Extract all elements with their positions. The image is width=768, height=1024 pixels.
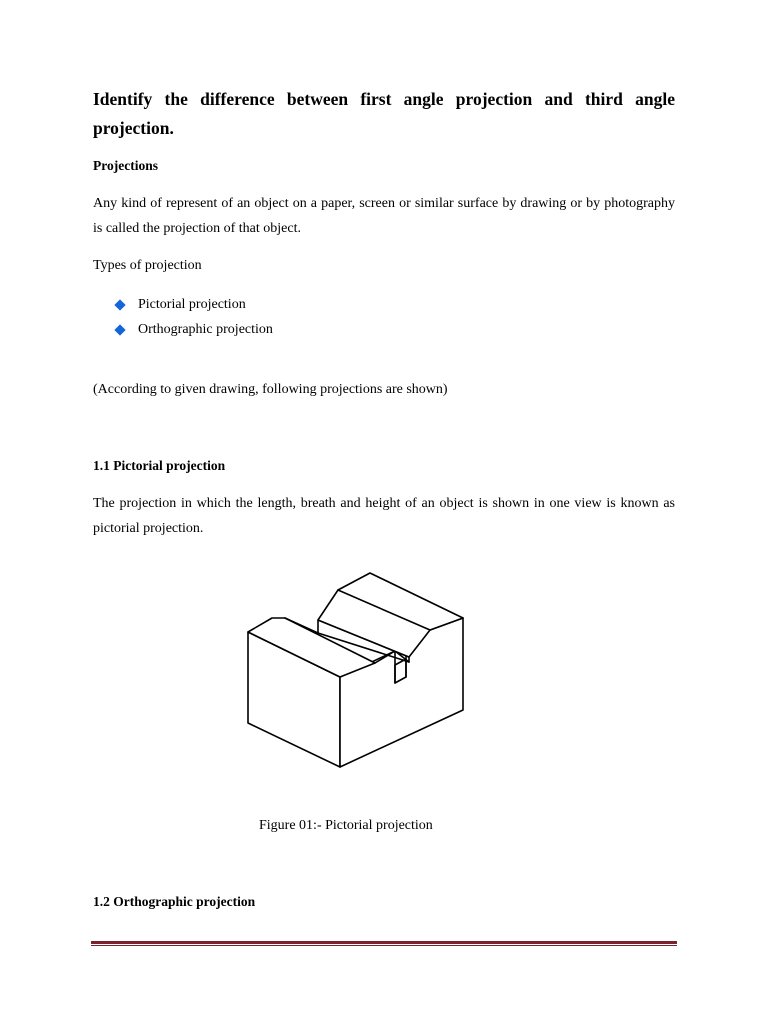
types-of-projection-label: Types of projection <box>93 258 202 273</box>
list-item <box>114 292 273 318</box>
section-heading-orthographic: 1.2 Orthographic projection <box>93 894 256 909</box>
section-heading-pictorial: 1.1 Pictorial projection <box>93 458 226 473</box>
pictorial-projection-figure <box>240 566 470 776</box>
figure-caption: Figure 01:- Pictorial projection <box>259 818 433 833</box>
blue-diamond-icon <box>114 299 126 311</box>
footer-rule-thin <box>91 945 677 946</box>
drawing-note: (According to given drawing, following projections are shown) <box>93 382 448 397</box>
pictorial-paragraph: The projection in which the length, breath and height of an object is shown in one view is known as pictorial projection. <box>93 496 675 536</box>
list-item <box>114 318 273 344</box>
projections-paragraph: Any kind of represent of an object on a paper, screen or similar surface by drawing or by photography is called the projection of that object. <box>93 196 675 236</box>
section-heading-projections: Projections <box>93 158 158 173</box>
document-title: Identify the difference between first angle projection and third angle projection. <box>93 89 675 138</box>
blue-diamond-icon <box>114 324 126 336</box>
footer-rule <box>91 941 677 947</box>
list-item-label: Pictorial projection <box>138 296 246 312</box>
footer-rule-thick <box>91 941 677 944</box>
list-item-label: Orthographic projection <box>138 322 273 338</box>
projection-types-list <box>114 292 273 343</box>
